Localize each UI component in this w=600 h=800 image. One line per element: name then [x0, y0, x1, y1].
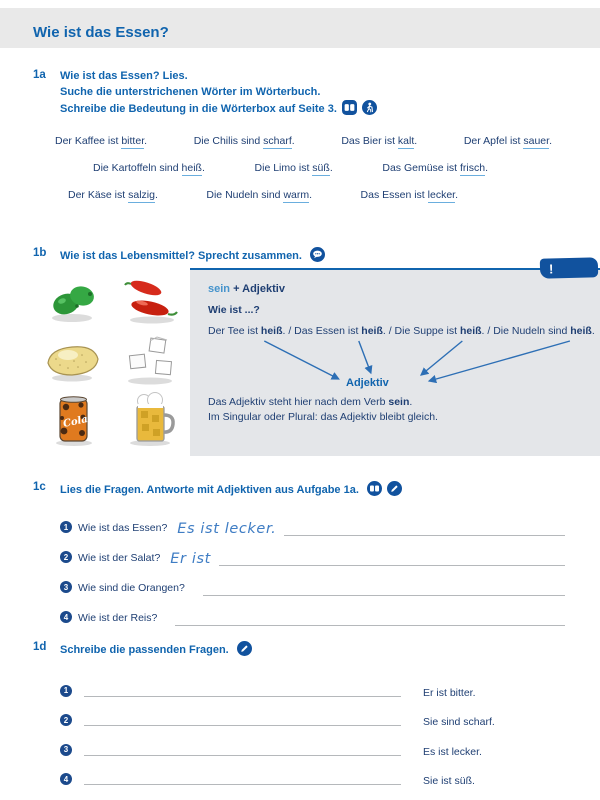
- sentence: Die Limo ist süß.: [254, 162, 333, 174]
- sugar-cubes-image: [114, 331, 186, 387]
- question-row: [60, 506, 565, 536]
- task-1d-items: [60, 670, 565, 788]
- underlined-word: bitter: [121, 135, 145, 147]
- question-row: [60, 596, 565, 626]
- sentence: Der Kaffee ist bitter.: [55, 135, 148, 147]
- task-1d-label: 1d: [33, 641, 47, 653]
- question-row: [60, 566, 565, 596]
- write-question-row: [60, 759, 565, 789]
- handwritten-answer: Es ist lecker.: [177, 521, 277, 537]
- underlined-word: süß: [312, 162, 330, 174]
- underlined-word: salzig: [128, 189, 155, 201]
- item-number-badge: 3: [60, 581, 72, 593]
- exclamation-icon: !: [548, 260, 554, 277]
- handwritten-answer: Er ist: [170, 551, 211, 567]
- question-blank-line[interactable]: [84, 724, 401, 726]
- underlined-word: kalt: [397, 135, 415, 147]
- task-1a-line1: Wie ist das Essen? Lies.: [60, 70, 188, 82]
- grammar-notes: Das Adjektiv steht hier nach dem Verb sein. Im Singular oder Plural: das Adjektiv bleibt gleich.: [208, 396, 438, 423]
- alert-badge: [540, 257, 599, 279]
- task-1b-label: 1b: [33, 247, 47, 259]
- item-number-badge: 4: [60, 611, 72, 623]
- question-blank-line[interactable]: [84, 695, 401, 697]
- answer-blank-line[interactable]: [219, 564, 565, 566]
- sentence-row-1: [40, 135, 580, 147]
- task-1a-line3: Schreibe die Bedeutung in die Wörterbox auf Seite 3.: [60, 103, 337, 115]
- item-number-badge: 2: [60, 714, 72, 726]
- underlined-word: sauer: [523, 135, 550, 147]
- given-answer: Er ist bitter.: [423, 686, 476, 699]
- task-1c-label: 1c: [33, 481, 46, 493]
- grammar-rule-title: sein + Adjektiv: [208, 283, 285, 295]
- question-text: Wie ist der Salat?: [78, 552, 161, 564]
- underlined-word: frisch: [459, 162, 486, 174]
- sentence-row-2: [40, 162, 580, 174]
- green-peppers-image: [38, 272, 110, 328]
- task-1b-instruction: Wie ist das Lebensmittel? Sprecht zusammen.: [60, 247, 325, 265]
- arrow-diagram: [208, 337, 590, 389]
- write-question-row: [60, 670, 565, 700]
- task-1a-line2: Suche die unterstrichenen Wörter im Wörterbuch.: [60, 85, 321, 98]
- converging-arrows: [208, 337, 590, 389]
- write-question-row: [60, 729, 565, 759]
- underlined-word: scharf: [263, 135, 292, 147]
- answer-blank-line[interactable]: [175, 624, 565, 626]
- given-answer: Sie ist süß.: [423, 775, 475, 787]
- item-number-badge: 4: [60, 773, 72, 785]
- researcher-icon: [362, 100, 377, 115]
- given-answer: Es ist lecker.: [423, 745, 482, 758]
- grammar-example: Der Tee ist heiß. / Das Essen ist heiß. / Die Suppe ist heiß. / Die Nudeln sind heiß.: [208, 325, 595, 337]
- task-1a-instructions: [60, 69, 377, 118]
- red-chilis-image: [114, 272, 186, 328]
- task-1c-items: [60, 506, 565, 626]
- lemon-image: [38, 331, 110, 387]
- grammar-box: [190, 260, 600, 456]
- sentence: Das Bier ist kalt.: [341, 135, 418, 147]
- sentence: Die Chilis sind scharf.: [193, 135, 295, 147]
- item-number-badge: 2: [60, 551, 72, 563]
- item-number-badge: 3: [60, 744, 72, 756]
- question-text: Wie ist das Essen?: [78, 522, 168, 534]
- sentence-row-3: [40, 189, 580, 201]
- task-1d-instruction: Schreibe die passenden Fragen.: [60, 641, 252, 659]
- cola-label: Cola: [62, 413, 89, 430]
- sentence: Das Gemüse ist frisch.: [382, 162, 488, 174]
- task-1c-header: [33, 481, 580, 499]
- pencil-icon: [237, 641, 252, 656]
- write-question-row: [60, 700, 565, 730]
- task-1d-header: [33, 641, 580, 659]
- dictionary-icon: [367, 481, 382, 496]
- speech-bubble-icon: [310, 247, 325, 262]
- grammar-question: Wie ist ...?: [208, 304, 260, 316]
- task-1a-sentences: [40, 135, 580, 216]
- question-row: [60, 536, 565, 566]
- page-header-band: [0, 8, 600, 48]
- adjektiv-label: Adjektiv: [346, 377, 389, 389]
- pencil-icon: [387, 481, 402, 496]
- underlined-word: heiß: [181, 162, 202, 174]
- question-blank-line[interactable]: [84, 754, 401, 756]
- question-blank-line[interactable]: [84, 783, 401, 785]
- question-text: Wie ist der Reis?: [78, 612, 158, 624]
- item-number-badge: 1: [60, 521, 72, 533]
- underlined-word: lecker: [427, 189, 456, 201]
- sentence: Der Käse ist salzig.: [68, 189, 158, 201]
- item-number-badge: 1: [60, 685, 72, 697]
- task-1c-instruction: Lies die Fragen. Antworte mit Adjektiven aus Aufgabe 1a.: [60, 481, 402, 499]
- food-images: [38, 272, 190, 450]
- answer-blank-line[interactable]: [284, 534, 565, 536]
- sentence: Der Apfel ist sauer.: [463, 135, 552, 147]
- answer-blank-line[interactable]: [203, 594, 565, 596]
- task-1a-label: 1a: [33, 69, 46, 81]
- question-text: Wie sind die Orangen?: [78, 582, 185, 594]
- sentence: Das Essen ist lecker.: [360, 189, 458, 201]
- page-title: Wie ist das Essen?: [33, 24, 169, 41]
- beer-mug-image: [114, 391, 186, 447]
- sentence: Die Kartoffeln sind heiß.: [93, 162, 205, 174]
- given-answer: Sie sind scharf.: [423, 716, 495, 728]
- cola-can-image: [38, 391, 110, 447]
- sentence: Die Nudeln sind warm.: [206, 189, 313, 201]
- underlined-word: warm: [283, 189, 310, 201]
- dictionary-icon: [342, 100, 357, 115]
- task-1b-header: [33, 247, 580, 265]
- task-1a-header: [33, 69, 580, 118]
